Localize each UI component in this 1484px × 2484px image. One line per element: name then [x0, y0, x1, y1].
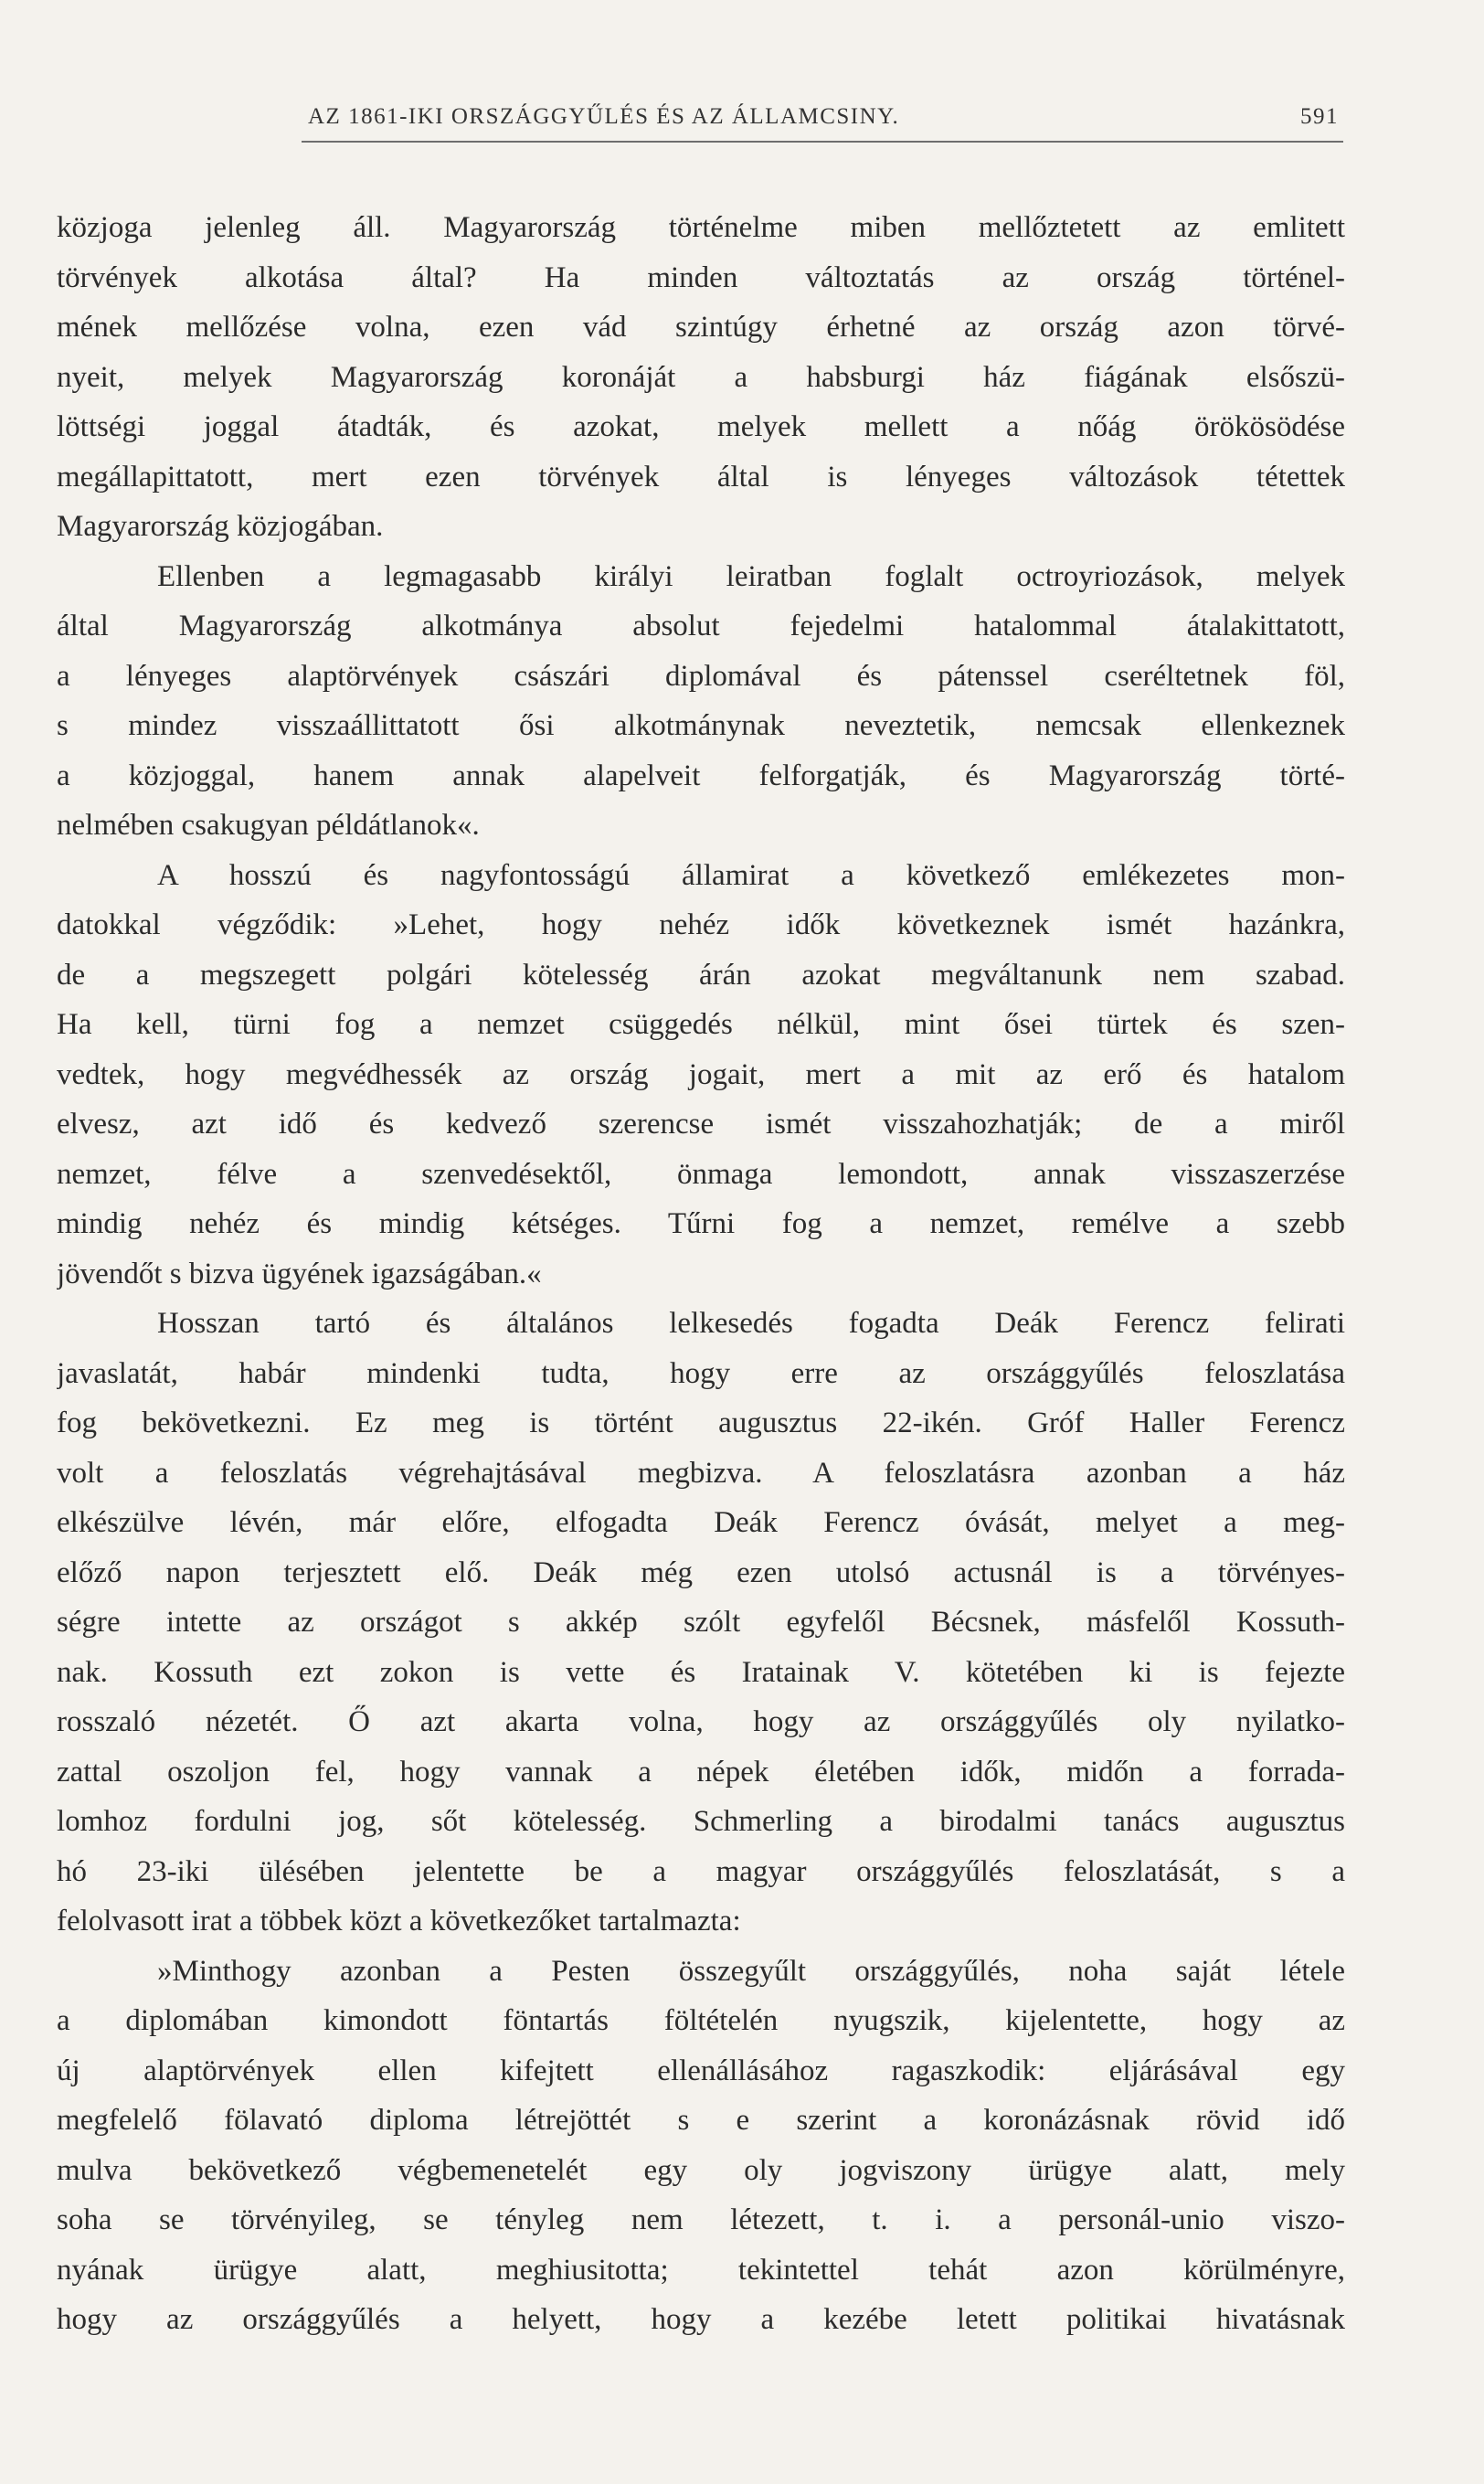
text-line: Magyarország közjogában. [57, 510, 384, 543]
text-line: de a megszegett polgári kötelesség árán azokat megváltanunk nem szabad. [57, 958, 1345, 992]
text-line: a diplomában kimondott föntartás föltételén nyugszik, kijelentette, hogy az [57, 2004, 1345, 2037]
text-line: nemzet, félve a szenvedésektől, önmaga lemondott, annak visszaszerzése [57, 1157, 1345, 1191]
text-line: mének mellőzése volna, ezen vád szintúgy érhetné az ország azon törvé- [57, 311, 1345, 344]
text-line: hó 23-iki ülésében jelentette be a magyar országgyűlés feloszlatását, s a [57, 1854, 1345, 1888]
text-line: volt a feloszlatás végrehajtásával megbizva. A feloszlatásra azonban a ház [57, 1456, 1345, 1490]
text-line: mindig nehéz és mindig kétséges. Tűrni fog a nemzet, remélve a szebb [57, 1207, 1345, 1240]
text-line: rosszaló nézetét. Ő azt akarta volna, hogy az országgyűlés oly nyilatko- [57, 1705, 1345, 1738]
text-line: új alaptörvények ellen kifejtett ellenállásához ragaszkodik: eljárásával egy [57, 2054, 1345, 2087]
text-line: datokkal végződik: »Lehet, hogy nehéz idők következnek ismét hazánkra, [57, 908, 1345, 941]
text-line: A hosszú és nagyfontosságú államirat a következő emlékezetes mon- [157, 858, 1345, 892]
text-line: a lényeges alaptörvények császári diplomával és pátenssel cseréltetnek föl, [57, 659, 1345, 693]
text-line: Ha kell, türni fog a nemzet csüggedés nélkül, mint ősei türtek és szen- [57, 1008, 1345, 1041]
text-line: ségre intette az országot s akkép szólt egyfelől Bécsnek, másfelől Kossuth- [57, 1606, 1345, 1639]
text-line: hogy az országgyűlés a helyett, hogy a kezébe letett politikai hivatásnak [57, 2303, 1345, 2336]
header-rule [302, 141, 1343, 143]
text-line: előző napon terjesztett elő. Deák még ezen utolsó actusnál is a törvényes- [57, 1555, 1345, 1589]
text-line: közjoga jelenleg áll. Magyarország történelme miben mellőztetett az emlitett [57, 211, 1345, 244]
page-number: 591 [1300, 104, 1339, 129]
text-line: nyeit, melyek Magyarország koronáját a habsburgi ház fiágának elsőszü- [57, 360, 1345, 394]
text-line: a közjoggal, hanem annak alapelveit felforgatják, és Magyarország törté- [57, 759, 1345, 792]
text-line: Hosszan tartó és általános lelkesedés fogadta Deák Ferencz felirati [157, 1307, 1345, 1340]
page-header [308, 99, 1339, 135]
text-line: jövendőt s bizva ügyének igazságában.« [57, 1257, 542, 1290]
text-line: lomhoz fordulni jog, sőt kötelesség. Schmerling a birodalmi tanács augusztus [57, 1805, 1345, 1838]
text-line: elkészülve lévén, már előre, elfogadta Deák Ferencz óvását, melyet a meg- [57, 1506, 1345, 1539]
text-line: soha se törvényileg, se tényleg nem létezett, t. i. a personál-unio viszo- [57, 2203, 1345, 2236]
text-line: »Minthogy azonban a Pesten összegyűlt országgyűlés, noha saját létele [157, 1954, 1345, 1988]
text-line: Ellenben a legmagasabb királyi leiratban foglalt octroyriozások, melyek [157, 559, 1345, 593]
text-line: által Magyarország alkotmánya absolut fejedelmi hatalommal átalakittatott, [57, 610, 1345, 642]
text-line: nelmében csakugyan példátlanok«. [57, 809, 480, 842]
text-line: mulva bekövetkező végbemenetelét egy oly jogviszony ürügye alatt, mely [57, 2153, 1345, 2187]
text-line: fog bekövetkezni. Ez meg is történt augusztus 22-ikén. Gróf Haller Ferencz [57, 1407, 1345, 1439]
running-title: AZ 1861-IKI ORSZÁGGYŰLÉS ÉS AZ ÁLLAMCSINY. [308, 104, 900, 129]
text-line: s mindez visszaállittatott ősi alkotmánynak neveztetik, nemcsak ellenkeznek [57, 709, 1345, 742]
text-line: zattal oszoljon fel, hogy vannak a népek életében idők, midőn a forrada- [57, 1755, 1345, 1789]
text-line: javaslatát, habár mindenki tudta, hogy erre az országgyűlés feloszlatása [57, 1356, 1345, 1390]
text-line: vedtek, hogy megvédhessék az ország jogait, mert a mit az erő és hatalom [57, 1057, 1345, 1091]
text-line: megállapittatott, mert ezen törvények által is lényeges változások tétettek [57, 460, 1345, 494]
text-line: törvények alkotása által? Ha minden változtatás az ország történel- [57, 260, 1345, 294]
text-line: löttségi joggal átadták, és azokat, melyek mellett a nőág örökösödése [57, 410, 1345, 443]
body-text [57, 203, 1345, 2345]
text-line: nyának ürügye alatt, meghiusitotta; tekintettel tehát azon körülményre, [57, 2253, 1345, 2287]
text-line: felolvasott irat a többek közt a következőket tartalmazta: [57, 1905, 741, 1937]
text-line: nak. Kossuth ezt zokon is vette és Iratainak V. kötetében ki is fejezte [57, 1655, 1345, 1689]
text-line: megfelelő fölavató diploma létrejöttét s e szerint a koronázásnak rövid idő [57, 2104, 1345, 2137]
text-line: elvesz, azt idő és kedvező szerencse ismét visszahozhatják; de a miről [57, 1108, 1345, 1141]
